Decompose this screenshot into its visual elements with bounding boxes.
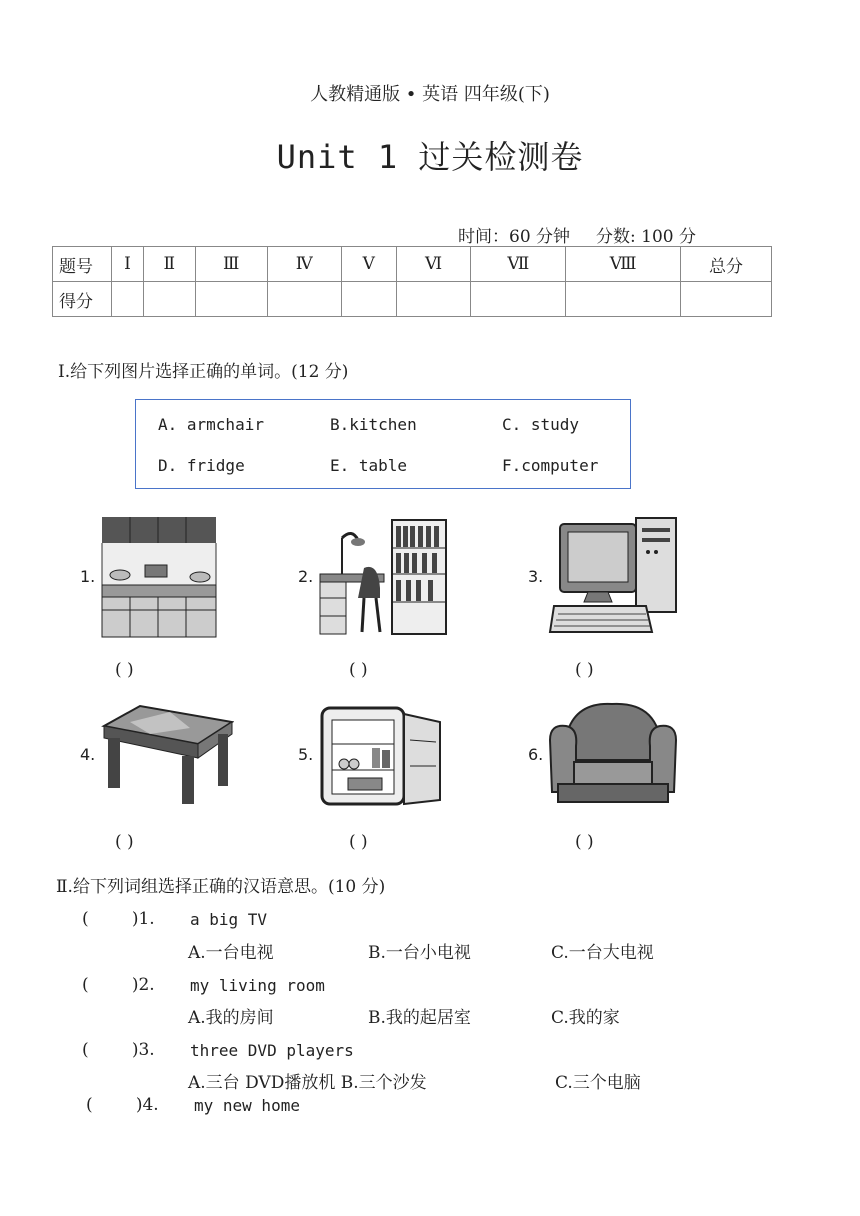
score-input-cell — [341, 282, 396, 317]
question-phrase: a big TV — [190, 910, 268, 929]
option-a: A.我的房间 — [188, 1008, 274, 1028]
score-cell: Ⅴ — [341, 247, 396, 282]
option-c: C.我的家 — [551, 1008, 620, 1028]
score-input-cell — [195, 282, 267, 317]
score-table-score-row — [53, 282, 772, 317]
kitchen-picture-icon — [100, 515, 218, 639]
score-label: 分数: 100 分 — [596, 227, 697, 247]
section-2-heading: Ⅱ.给下列词组选择正确的汉语意思。(10 分) — [56, 877, 386, 897]
score-cell: Ⅵ — [396, 247, 471, 282]
table-picture-icon — [100, 700, 234, 808]
option-a-b: A.三台 DVD播放机 B.三个沙发 — [188, 1073, 427, 1093]
score-input-cell — [681, 282, 772, 317]
time-score-line — [458, 222, 696, 247]
score-cell: Ⅰ — [112, 247, 144, 282]
picture-number: 1. — [80, 567, 96, 586]
word-option-e: E. table — [330, 456, 408, 475]
word-option-b: B.kitchen — [330, 415, 417, 434]
answer-blank[interactable]: ( ) — [575, 660, 594, 680]
answer-blank[interactable]: ( ) — [349, 832, 368, 852]
score-input-cell — [471, 282, 566, 317]
question-number[interactable]: ( )3. — [82, 1040, 155, 1060]
word-option-f: F.computer — [502, 456, 599, 475]
question-phrase: my living room — [190, 976, 325, 995]
option-c: C.三个电脑 — [555, 1073, 641, 1093]
word-option-d: D. fridge — [158, 456, 245, 475]
study-picture-icon — [318, 518, 448, 638]
word-bank-box — [135, 399, 631, 489]
score-cell: 得分 — [53, 282, 112, 317]
picture-number: 4. — [80, 745, 96, 764]
picture-number: 5. — [298, 745, 314, 764]
fridge-picture-icon — [318, 704, 446, 808]
score-cell: Ⅶ — [471, 247, 566, 282]
question-number[interactable]: ( )4. — [86, 1095, 159, 1115]
score-cell: Ⅳ — [267, 247, 341, 282]
score-cell: Ⅱ — [143, 247, 195, 282]
score-input-cell — [112, 282, 144, 317]
score-cell: 总分 — [681, 247, 772, 282]
answer-blank[interactable]: ( ) — [575, 832, 594, 852]
option-b: B.我的起居室 — [368, 1008, 471, 1028]
question-number[interactable]: ( )2. — [82, 975, 155, 995]
answer-blank[interactable]: ( ) — [115, 660, 134, 680]
option-b: B.一台小电视 — [368, 943, 471, 963]
question-phrase: three DVD players — [190, 1041, 354, 1060]
option-c: C.一台大电视 — [551, 943, 654, 963]
score-input-cell — [267, 282, 341, 317]
section-1-heading: Ⅰ.给下列图片选择正确的单词。(12 分) — [58, 362, 349, 382]
question-number[interactable]: ( )1. — [82, 909, 155, 929]
score-input-cell — [396, 282, 471, 317]
score-input-cell — [143, 282, 195, 317]
page-header: 人教精通版 • 英语 四年级(下) — [310, 84, 550, 105]
armchair-picture-icon — [548, 700, 678, 810]
computer-picture-icon — [548, 516, 680, 638]
score-cell: Ⅷ — [566, 247, 681, 282]
question-phrase: my new home — [194, 1096, 300, 1115]
answer-blank[interactable]: ( ) — [349, 660, 368, 680]
score-table-header-row — [53, 247, 772, 282]
score-input-cell — [566, 282, 681, 317]
score-cell: 题号 — [53, 247, 112, 282]
option-a: A.一台电视 — [188, 943, 274, 963]
word-option-a: A. armchair — [158, 415, 264, 434]
word-option-c: C. study — [502, 415, 580, 434]
picture-number: 2. — [298, 567, 314, 586]
score-table — [52, 246, 772, 317]
answer-blank[interactable]: ( ) — [115, 832, 134, 852]
score-cell: Ⅲ — [195, 247, 267, 282]
page-title: Unit 1 过关检测卷 — [276, 138, 584, 176]
picture-number: 3. — [528, 567, 544, 586]
time-label: 时间：60 分钟 — [458, 227, 571, 247]
picture-number: 6. — [528, 745, 544, 764]
